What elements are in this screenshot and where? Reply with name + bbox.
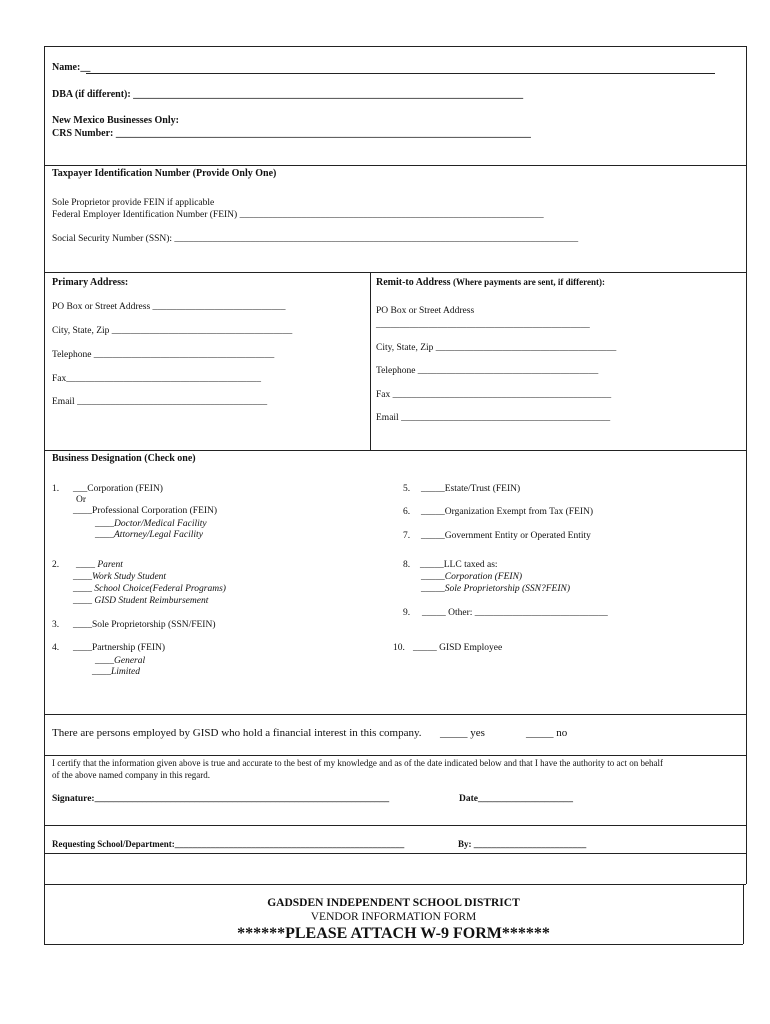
designation-partnership-limited[interactable]: ____Limited	[92, 667, 141, 677]
attach-w9-notice: ******PLEASE ATTACH W-9 FORM******	[237, 925, 550, 942]
primary-fax-field[interactable]: Fax_________________________________________	[52, 374, 261, 384]
remit-telephone-field[interactable]: Telephone ______________________________________	[376, 366, 599, 376]
crs-number-field[interactable]: CRS Number: ___________________________________________________________________________________	[52, 128, 531, 139]
designation-8-number: 8.	[403, 560, 411, 570]
designation-10-number: 10.	[393, 643, 405, 653]
ssn-field[interactable]: Social Security Number (SSN): _____________________________________________________________________________________	[52, 234, 579, 244]
remit-title-note: (Where payments are sent, if different):	[453, 277, 605, 287]
divider-interest-certify	[44, 755, 746, 756]
designation-llc-corporation[interactable]: _____Corporation (FEIN)	[421, 572, 523, 582]
remit-po-box-field[interactable]: _____________________________________________	[376, 320, 590, 330]
primary-po-box-field[interactable]: PO Box or Street Address ____________________________	[52, 302, 286, 312]
designation-partnership-general[interactable]: ____General	[95, 656, 146, 666]
form-title: VENDOR INFORMATION FORM	[310, 911, 477, 923]
designation-2-number: 2.	[52, 560, 60, 570]
remit-address-title	[376, 277, 605, 288]
certify-statement-line1: I certify that the information given above is true and accurate to the best of my knowledge and as of the date indicated below and that I have the authority to act on behalf	[52, 758, 664, 768]
tin-section-title: Taxpayer Identification Number (Provide Only One)	[52, 168, 277, 179]
designation-5-number: 5.	[403, 484, 411, 494]
footer-right-border	[743, 884, 744, 944]
date-field[interactable]: Date____________________	[459, 794, 573, 804]
primary-email-field[interactable]: Email ________________________________________	[52, 397, 268, 407]
designation-4-number: 4.	[52, 643, 60, 653]
financial-interest-no[interactable]: _____ no	[526, 727, 568, 739]
financial-interest-text: There are persons employed by GISD who hold a financial interest in this company.	[52, 727, 422, 739]
designation-7-number: 7.	[403, 531, 411, 541]
name-field[interactable]	[52, 62, 90, 73]
designation-exempt-org[interactable]: _____Organization Exempt from Tax (FEIN)	[421, 507, 594, 517]
designation-gisd-reimbursement[interactable]: ____ GISD Student Reimbursement	[73, 596, 209, 606]
designation-work-study[interactable]: ____Work Study Student	[73, 572, 167, 582]
requesting-by-field[interactable]: By: _________________________	[458, 839, 587, 849]
form-top-border	[44, 46, 746, 47]
remit-po-box-label: PO Box or Street Address	[376, 306, 475, 316]
divider-certify-requesting	[44, 825, 746, 826]
designation-other[interactable]: _____ Other: ____________________________	[422, 608, 608, 618]
nm-businesses-label: New Mexico Businesses Only:	[52, 115, 179, 126]
divider-name-tin	[44, 165, 746, 166]
certify-statement-line2: of the above named company in this regard.	[52, 770, 210, 780]
designation-llc[interactable]: _____LLC taxed as:	[420, 560, 498, 570]
primary-telephone-field[interactable]: Telephone ______________________________________	[52, 350, 275, 360]
remit-fax-field[interactable]: Fax ______________________________________________	[376, 390, 612, 400]
designation-attorney-legal[interactable]: ____Attorney/Legal Facility	[95, 530, 203, 540]
signature-field[interactable]: Signature:______________________________________________________________	[52, 794, 390, 804]
remit-title-main: Remit-to Address	[376, 277, 451, 288]
designation-llc-sole-prop[interactable]: _____Sole Proprietorship (SSN?FEIN)	[421, 584, 570, 594]
designation-estate-trust[interactable]: _____Estate/Trust (FEIN)	[421, 484, 521, 494]
form-right-border	[746, 46, 747, 884]
designation-school-choice[interactable]: ____ School Choice(Federal Programs)	[73, 584, 226, 594]
name-underline-right[interactable]	[548, 73, 715, 74]
primary-city-field[interactable]: City, State, Zip ______________________________________	[52, 326, 293, 336]
primary-address-title: Primary Address:	[52, 277, 129, 288]
dba-field[interactable]: DBA (if different): ______________________________________________________________________________	[52, 89, 524, 100]
designation-partnership[interactable]: ____Partnership (FEIN)	[73, 643, 166, 653]
district-name: GADSDEN INDEPENDENT SCHOOL DISTRICT	[267, 897, 520, 909]
remit-city-field[interactable]: City, State, Zip ______________________________________	[376, 343, 617, 353]
designation-sole-proprietorship[interactable]: ____Sole Proprietorship (SSN/FEIN)	[73, 620, 216, 630]
financial-interest-yes[interactable]: _____ yes	[440, 727, 485, 739]
remit-email-field[interactable]: Email ____________________________________________	[376, 413, 611, 423]
designation-gisd-employee[interactable]: _____ GISD Employee	[413, 643, 503, 653]
designation-parent[interactable]: ____ Parent	[76, 560, 123, 570]
sole-prop-note: Sole Proprietor provide FEIN if applicable	[52, 198, 215, 208]
designation-3-number: 3.	[52, 620, 60, 630]
fein-field[interactable]: Federal Employer Identification Number (FEIN) ________________________________________________________________	[52, 210, 544, 220]
designation-government-entity[interactable]: _____Government Entity or Operated Entity	[421, 531, 591, 541]
divider-requesting-blank	[44, 853, 746, 854]
designation-9-number: 9.	[403, 608, 411, 618]
designation-doctor-medical[interactable]: ____Doctor/Medical Facility	[95, 519, 207, 529]
divider-address-designation	[44, 450, 746, 451]
name-label: Name:__	[52, 62, 91, 73]
designation-6-number: 6.	[403, 507, 411, 517]
form-left-border	[44, 46, 45, 944]
divider-designation-interest	[44, 714, 746, 715]
designation-professional-corp[interactable]: ____Professional Corporation (FEIN)	[73, 506, 218, 516]
divider-blank-footer	[44, 884, 746, 885]
form-bottom-border	[44, 944, 743, 945]
designation-corporation[interactable]: ___Corporation (FEIN)	[73, 484, 163, 494]
designation-title: Business Designation (Check one)	[52, 453, 196, 464]
divider-address-columns	[370, 272, 371, 450]
requesting-department-field[interactable]: Requesting School/Department:___________________________________________________	[52, 839, 405, 849]
designation-1-number: 1.	[52, 484, 60, 494]
name-underline[interactable]	[86, 73, 548, 74]
designation-or-label: Or	[76, 495, 87, 505]
divider-tin-address	[44, 272, 746, 273]
